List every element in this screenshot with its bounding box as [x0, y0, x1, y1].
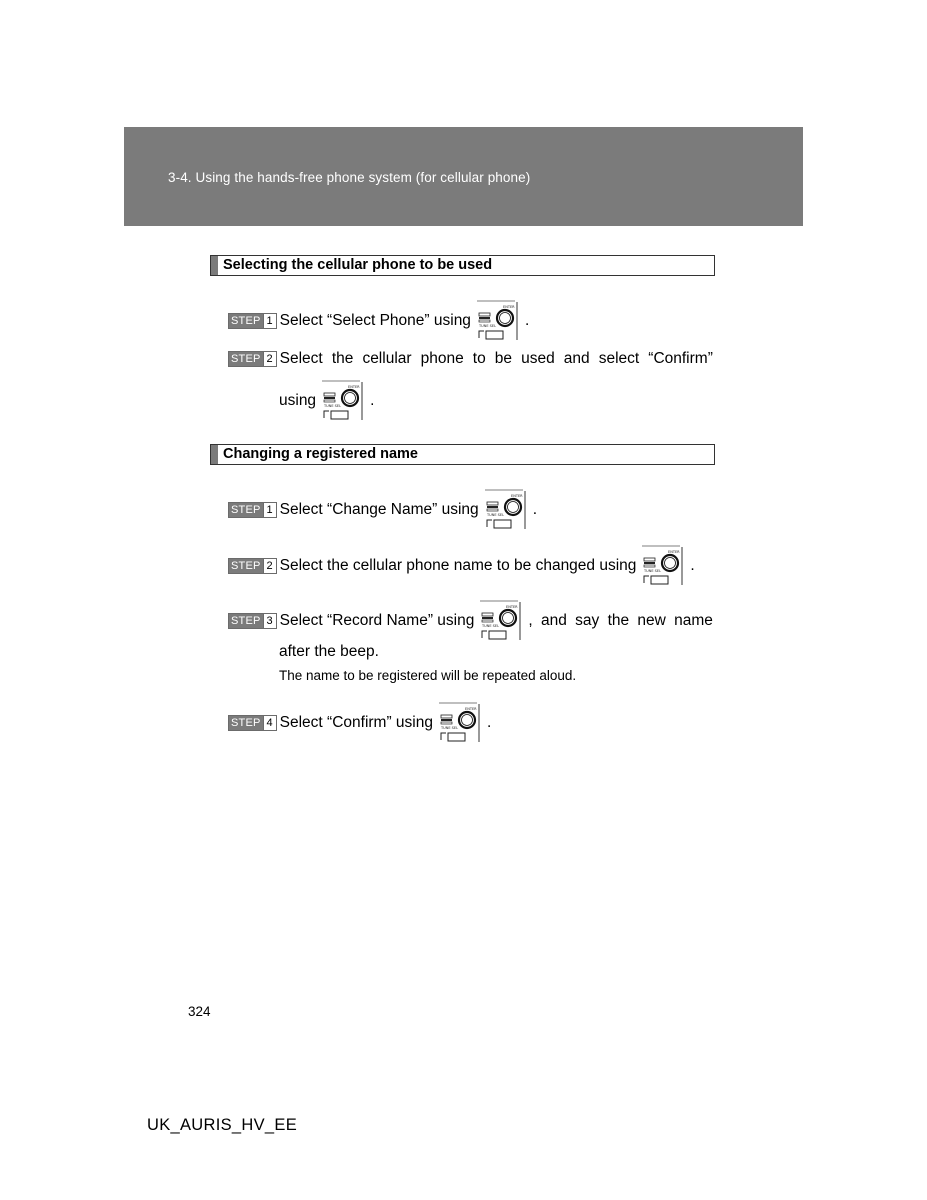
footer-document-code: UK_AURIS_HV_EE	[147, 1116, 298, 1134]
step-select-phone-2-cont	[279, 380, 374, 422]
tune-sel-knob-icon	[483, 489, 529, 531]
tune-sel-knob-icon	[640, 545, 686, 587]
step-select-phone-1	[228, 300, 529, 342]
step-badge: STEP 2	[228, 558, 277, 574]
svg-text:ENTER: ENTER	[464, 707, 477, 711]
section-heading-select-phone	[210, 255, 715, 276]
step-text-end: .	[532, 501, 537, 518]
section-title: Selecting the cellular phone to be used	[223, 257, 493, 273]
step-badge: STEP 1	[228, 502, 277, 518]
step-badge: STEP 3	[228, 613, 277, 629]
step-select-phone-2	[228, 350, 713, 368]
step-text-end: .	[690, 557, 695, 574]
step-text: Select the cellular phone to be used and select “Confirm”	[279, 350, 713, 367]
tune-sel-knob-icon	[437, 702, 483, 744]
step-text: Select “Confirm” using	[279, 714, 433, 731]
section-heading-change-name	[210, 444, 715, 465]
svg-text:ENTER: ENTER	[668, 550, 681, 554]
step-note: The name to be registered will be repeated aloud.	[279, 668, 577, 683]
svg-text:TUNE SEL: TUNE SEL	[486, 513, 504, 517]
tune-sel-knob-icon	[320, 380, 366, 422]
step-text: Select “Select Phone” using	[279, 312, 471, 329]
step-change-name-4	[228, 702, 491, 744]
step-text-end: .	[524, 312, 530, 329]
chapter-header-band	[124, 127, 803, 226]
tune-sel-knob-icon	[475, 300, 521, 342]
section-heading-bar	[211, 256, 218, 275]
step-change-name-3	[228, 600, 713, 642]
svg-text:ENTER: ENTER	[502, 305, 515, 309]
svg-text:TUNE SEL: TUNE SEL	[440, 726, 459, 730]
breadcrumb: 3-4. Using the hands-free phone system (for cellular phone)	[168, 170, 531, 185]
step-text-continued: after the beep.	[279, 643, 379, 660]
step-text-end: .	[486, 714, 492, 731]
step-text: Select the cellular phone name to be changed using	[279, 557, 637, 574]
step-badge: STEP 1	[228, 313, 277, 329]
step-text: Select “Record Name” using	[279, 612, 475, 629]
step-badge: STEP 2	[228, 351, 277, 367]
step-change-name-1	[228, 489, 537, 531]
page-number: 324	[188, 1004, 211, 1019]
section-title: Changing a registered name	[223, 446, 418, 462]
svg-text:ENTER: ENTER	[348, 385, 360, 389]
step-text-end: .	[370, 392, 375, 409]
svg-text:TUNE SEL: TUNE SEL	[644, 569, 662, 573]
step-text: Select “Change Name” using	[279, 501, 479, 518]
tune-sel-knob-icon	[478, 600, 524, 642]
svg-text:ENTER: ENTER	[510, 494, 523, 498]
step-badge: STEP 4	[228, 715, 277, 731]
step-text-end: , and say the new name	[528, 612, 713, 629]
step-text: using	[279, 392, 317, 409]
section-heading-bar	[211, 445, 218, 464]
step-change-name-2	[228, 545, 695, 587]
svg-text:TUNE SEL: TUNE SEL	[324, 404, 342, 408]
svg-text:TUNE SEL: TUNE SEL	[482, 624, 500, 628]
svg-text:TUNE SEL: TUNE SEL	[478, 324, 496, 328]
svg-text:ENTER: ENTER	[506, 605, 518, 609]
